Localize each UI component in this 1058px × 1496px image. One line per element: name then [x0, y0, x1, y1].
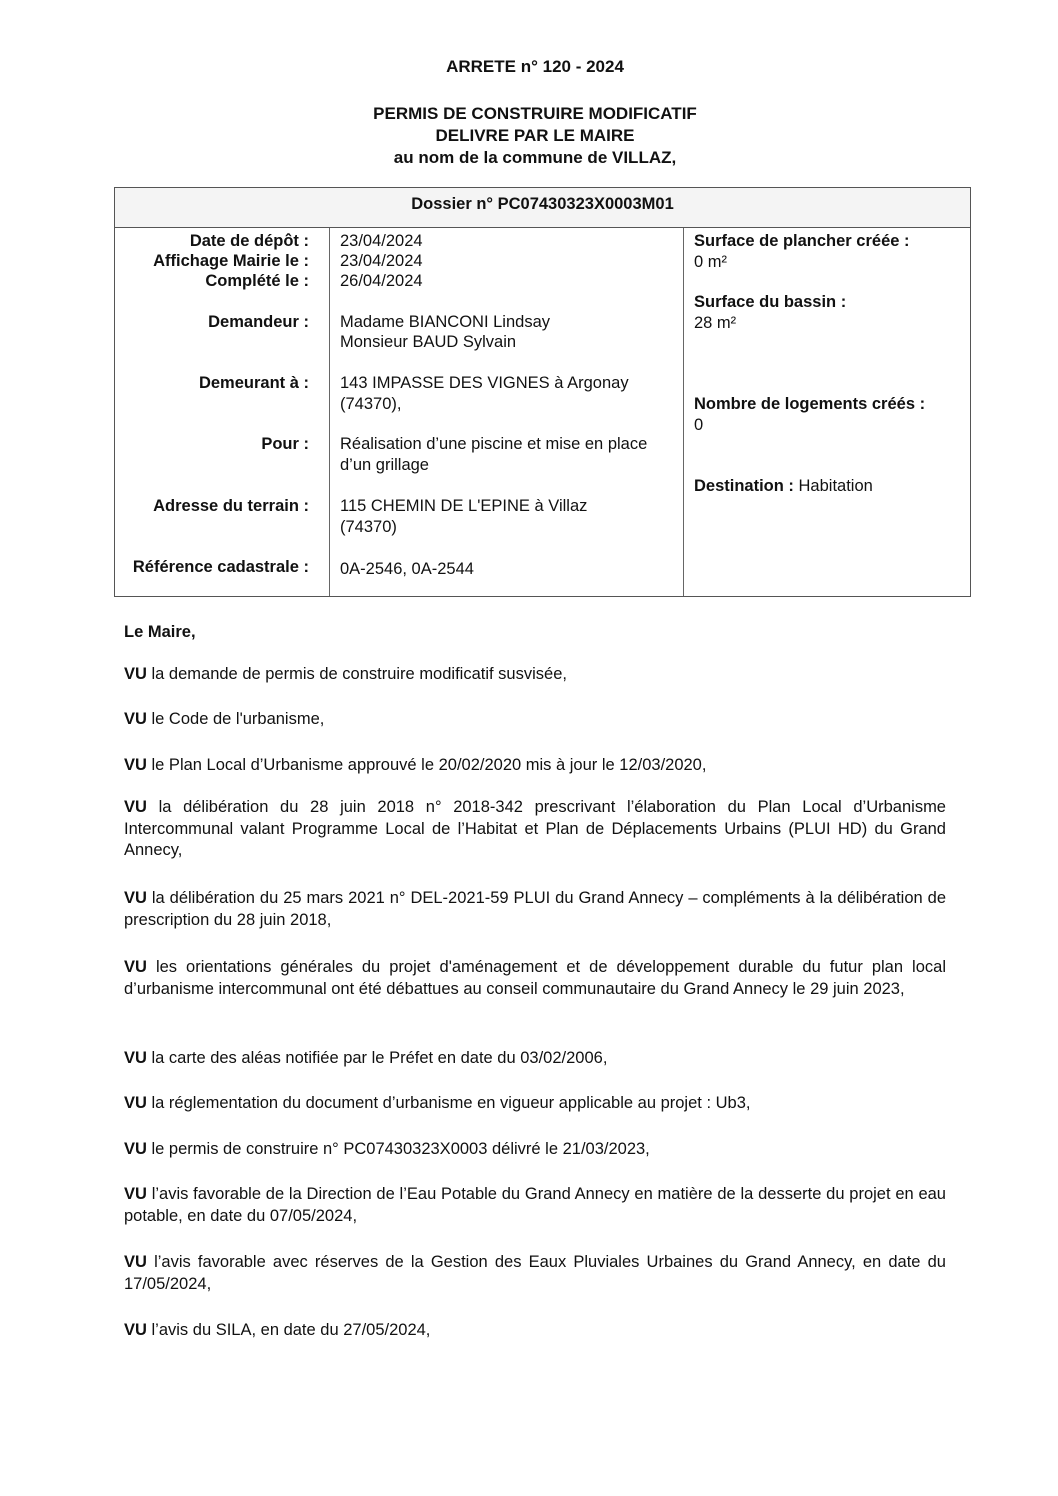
value-reference: 0A-2546, 0A-2544 [340, 560, 474, 578]
vu-item [124, 709, 946, 731]
vu-text: la délibération du 25 mars 2021 n° DEL-2021-59 PLUI du Grand Annecy – compléments à la délibération de prescription du 28 juin 2018, [124, 889, 946, 929]
vu-item [124, 1252, 946, 1295]
heading-line: PERMIS DE CONSTRUIRE MODIFICATIF [373, 104, 697, 123]
vu-keyword: VU [124, 1253, 147, 1271]
heading-line: au nom de la commune de VILLAZ, [393, 148, 677, 167]
logements-label: Nombre de logements créés : [694, 395, 926, 413]
vu-keyword: VU [124, 710, 147, 728]
vu-text: l’avis favorable de la Direction de l’Eau Potable du Grand Annecy en matière de la desserte du projet en eau potable, en date du 07/05/2024, [124, 1185, 946, 1225]
vu-keyword: VU [124, 958, 147, 976]
value-complete: 26/04/2024 [340, 272, 423, 290]
value-pour: Réalisation d’une piscine et mise en place [340, 435, 648, 453]
vu-text: les orientations générales du projet d'aménagement et de développement durable du futur plan local d’urbanisme intercommunal ont été débattues au conseil communautaire du Grand Annecy le 29 juin 2023, [124, 958, 946, 998]
surface-plancher-value: 0 m² [694, 253, 727, 271]
heading-line: DELIVRE PAR LE MAIRE [435, 126, 635, 145]
value-pour: d’un grillage [340, 456, 429, 474]
vu-text: l’avis du SILA, en date du 27/05/2024, [146, 1321, 431, 1339]
vu-text: l’avis favorable avec réserves de la Gestion des Eaux Pluviales Urbaines du Grand Annecy, en date du 17/05/2024, [124, 1253, 946, 1293]
surface-plancher-label: Surface de plancher créée : [694, 232, 910, 250]
label-pour: Pour : [261, 435, 309, 453]
destination-value: Habitation [798, 477, 873, 495]
surface-bassin-value: 28 m² [694, 314, 737, 332]
surface-bassin-label: Surface du bassin : [694, 293, 847, 311]
destination [694, 476, 873, 497]
label-demandeur: Demandeur : [208, 313, 309, 331]
value-date-depot: 23/04/2024 [340, 232, 423, 250]
vu-keyword: VU [124, 1094, 147, 1112]
label-adresse: Adresse du terrain : [153, 497, 309, 515]
value-demeurant: 143 IMPASSE DES VIGNES à Argonay [340, 374, 629, 392]
vu-keyword: VU [124, 798, 147, 816]
maire-heading: Le Maire, [124, 623, 196, 641]
vu-keyword: VU [124, 889, 147, 907]
vu-text: le Plan Local d’Urbanisme approuvé le 20/02/2020 mis à jour le 12/03/2020, [146, 756, 707, 774]
vu-keyword: VU [124, 1321, 147, 1339]
permit-heading [6, 103, 1058, 169]
column-divider [329, 228, 330, 596]
vu-keyword: VU [124, 1140, 147, 1158]
value-demandeur: Madame BIANCONI Lindsay [340, 313, 550, 331]
value-demandeur: Monsieur BAUD Sylvain [340, 333, 517, 351]
vu-item [124, 1139, 946, 1161]
vu-item [124, 888, 946, 931]
vu-item [124, 957, 946, 1000]
vu-keyword: VU [124, 756, 147, 774]
value-demeurant: (74370), [340, 395, 402, 413]
vu-item [124, 664, 946, 686]
label-complete: Complété le : [205, 272, 309, 290]
value-adresse: 115 CHEMIN DE L'EPINE à Villaz [340, 497, 588, 515]
vu-text: la demande de permis de construire modificatif susvisée, [146, 665, 567, 683]
vu-text: le Code de l'urbanisme, [146, 710, 325, 728]
label-date-depot: Date de dépôt : [189, 232, 309, 250]
vu-text: la réglementation du document d’urbanisme en vigueur applicable au projet : Ub3, [146, 1094, 751, 1112]
vu-keyword: VU [124, 1185, 147, 1203]
label-affichage: Affichage Mairie le : [153, 252, 309, 270]
vu-item [124, 1320, 946, 1342]
vu-text: la carte des aléas notifiée par le Préfet en date du 03/02/2006, [146, 1049, 608, 1067]
value-affichage: 23/04/2024 [340, 252, 423, 270]
label-demeurant: Demeurant à : [198, 374, 309, 392]
vu-item [124, 1093, 946, 1115]
arrete-title: ARRETE n° 120 - 2024 [446, 57, 624, 76]
destination-label: Destination : [694, 477, 794, 495]
vu-keyword: VU [124, 665, 147, 683]
vu-item [124, 1048, 946, 1070]
vu-item [124, 797, 946, 862]
vu-item [124, 1184, 946, 1227]
dossier-box [114, 187, 971, 597]
vu-item [124, 755, 946, 777]
label-reference: Référence cadastrale : [132, 558, 309, 576]
value-adresse: (74370) [340, 518, 397, 536]
vu-keyword: VU [124, 1049, 147, 1067]
label-column [115, 228, 319, 596]
logements-value: 0 [694, 416, 704, 434]
dossier-number: Dossier n° PC07430323X0003M01 [115, 188, 970, 228]
vu-text: la délibération du 28 juin 2018 n° 2018-342 prescrivant l’élaboration du Plan Local d’Urbanisme Intercommunal valant Programme Local de l’Habitat et Plan de Déplacements Urbains (PLUI HD) du Grand Annecy, [124, 798, 946, 859]
column-divider [683, 228, 684, 596]
vu-text: le permis de construire n° PC07430323X0003 délivré le 21/03/2023, [146, 1140, 650, 1158]
